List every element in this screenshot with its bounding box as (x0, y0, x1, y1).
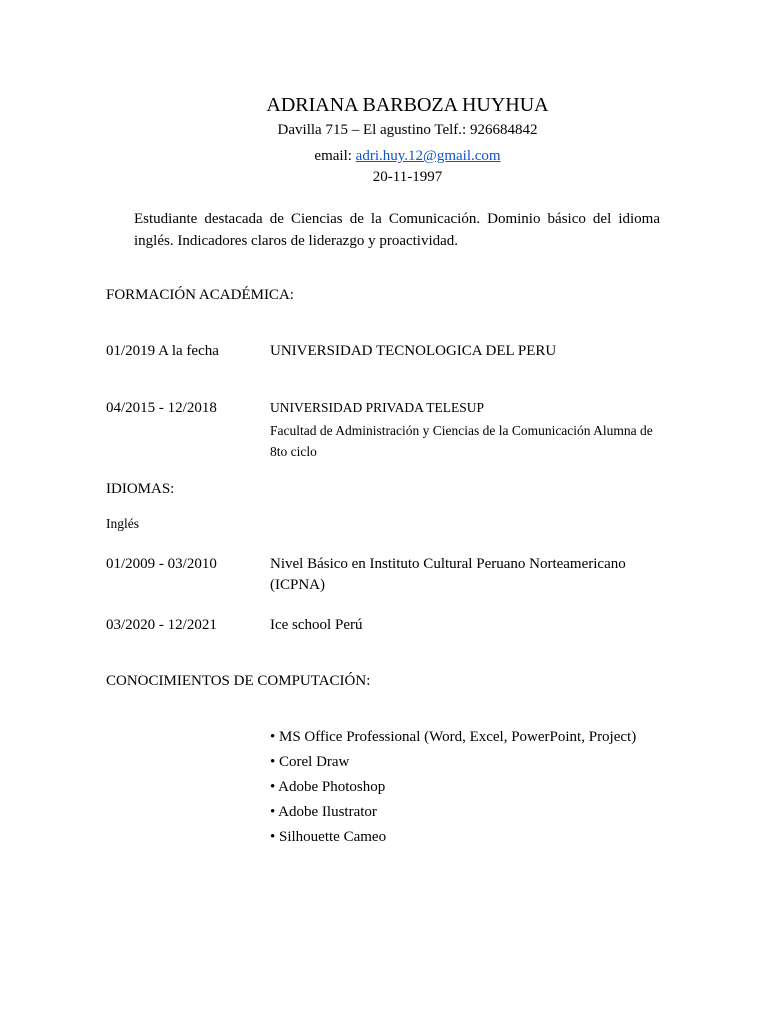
language-course-1: Nivel Básico en Instituto Cultural Peruano Norteamericano (ICPNA) (270, 556, 626, 593)
education-title-2: UNIVERSIDAD PRIVADA TELESUP (270, 400, 485, 415)
languages-heading: IDIOMAS: (106, 481, 175, 497)
list-item: • Silhouette Cameo (270, 829, 387, 845)
email-line (0, 148, 768, 165)
education-date-2: 04/2015 - 12/2018 (106, 400, 217, 416)
education-date-1: 01/2019 A la fecha (106, 343, 219, 359)
list-item: • MS Office Professional (Word, Excel, PowerPoint, Project) (270, 729, 637, 745)
language-date-1: 01/2009 - 03/2010 (106, 556, 217, 572)
language-date-2: 03/2020 - 12/2021 (106, 617, 217, 633)
email-label: email: (314, 148, 356, 164)
language-course-2: Ice school Perú (270, 617, 363, 633)
email-link[interactable]: adri.huy.12@gmail.com (355, 148, 501, 164)
education-detail-2: Facultad de Administración y Ciencias de la Comunicación Alumna de 8to ciclo (270, 423, 653, 459)
list-item: • Adobe Photoshop (270, 779, 386, 795)
birth-date: 20-11-1997 (372, 169, 443, 185)
list-item: • Adobe Ilustrator (270, 804, 377, 820)
address-phone: Davilla 715 – El agustino Telf.: 926684842 (277, 122, 538, 138)
education-title-1: UNIVERSIDAD TECNOLOGICA DEL PERU (270, 343, 557, 359)
computing-heading: CONOCIMIENTOS DE COMPUTACIÓN: (106, 673, 371, 689)
computing-list (270, 725, 636, 850)
list-item: • Corel Draw (270, 754, 350, 770)
language-name: Inglés (106, 516, 139, 531)
education-heading: FORMACIÓN ACADÉMICA: (106, 287, 294, 303)
candidate-name: ADRIANA BARBOZA HUYHUA (266, 94, 549, 116)
profile-summary: Estudiante destacada de Ciencias de la Comunicación. Dominio básico del idioma inglés. Indicadores claros de liderazgo y proactividad. (134, 211, 660, 249)
